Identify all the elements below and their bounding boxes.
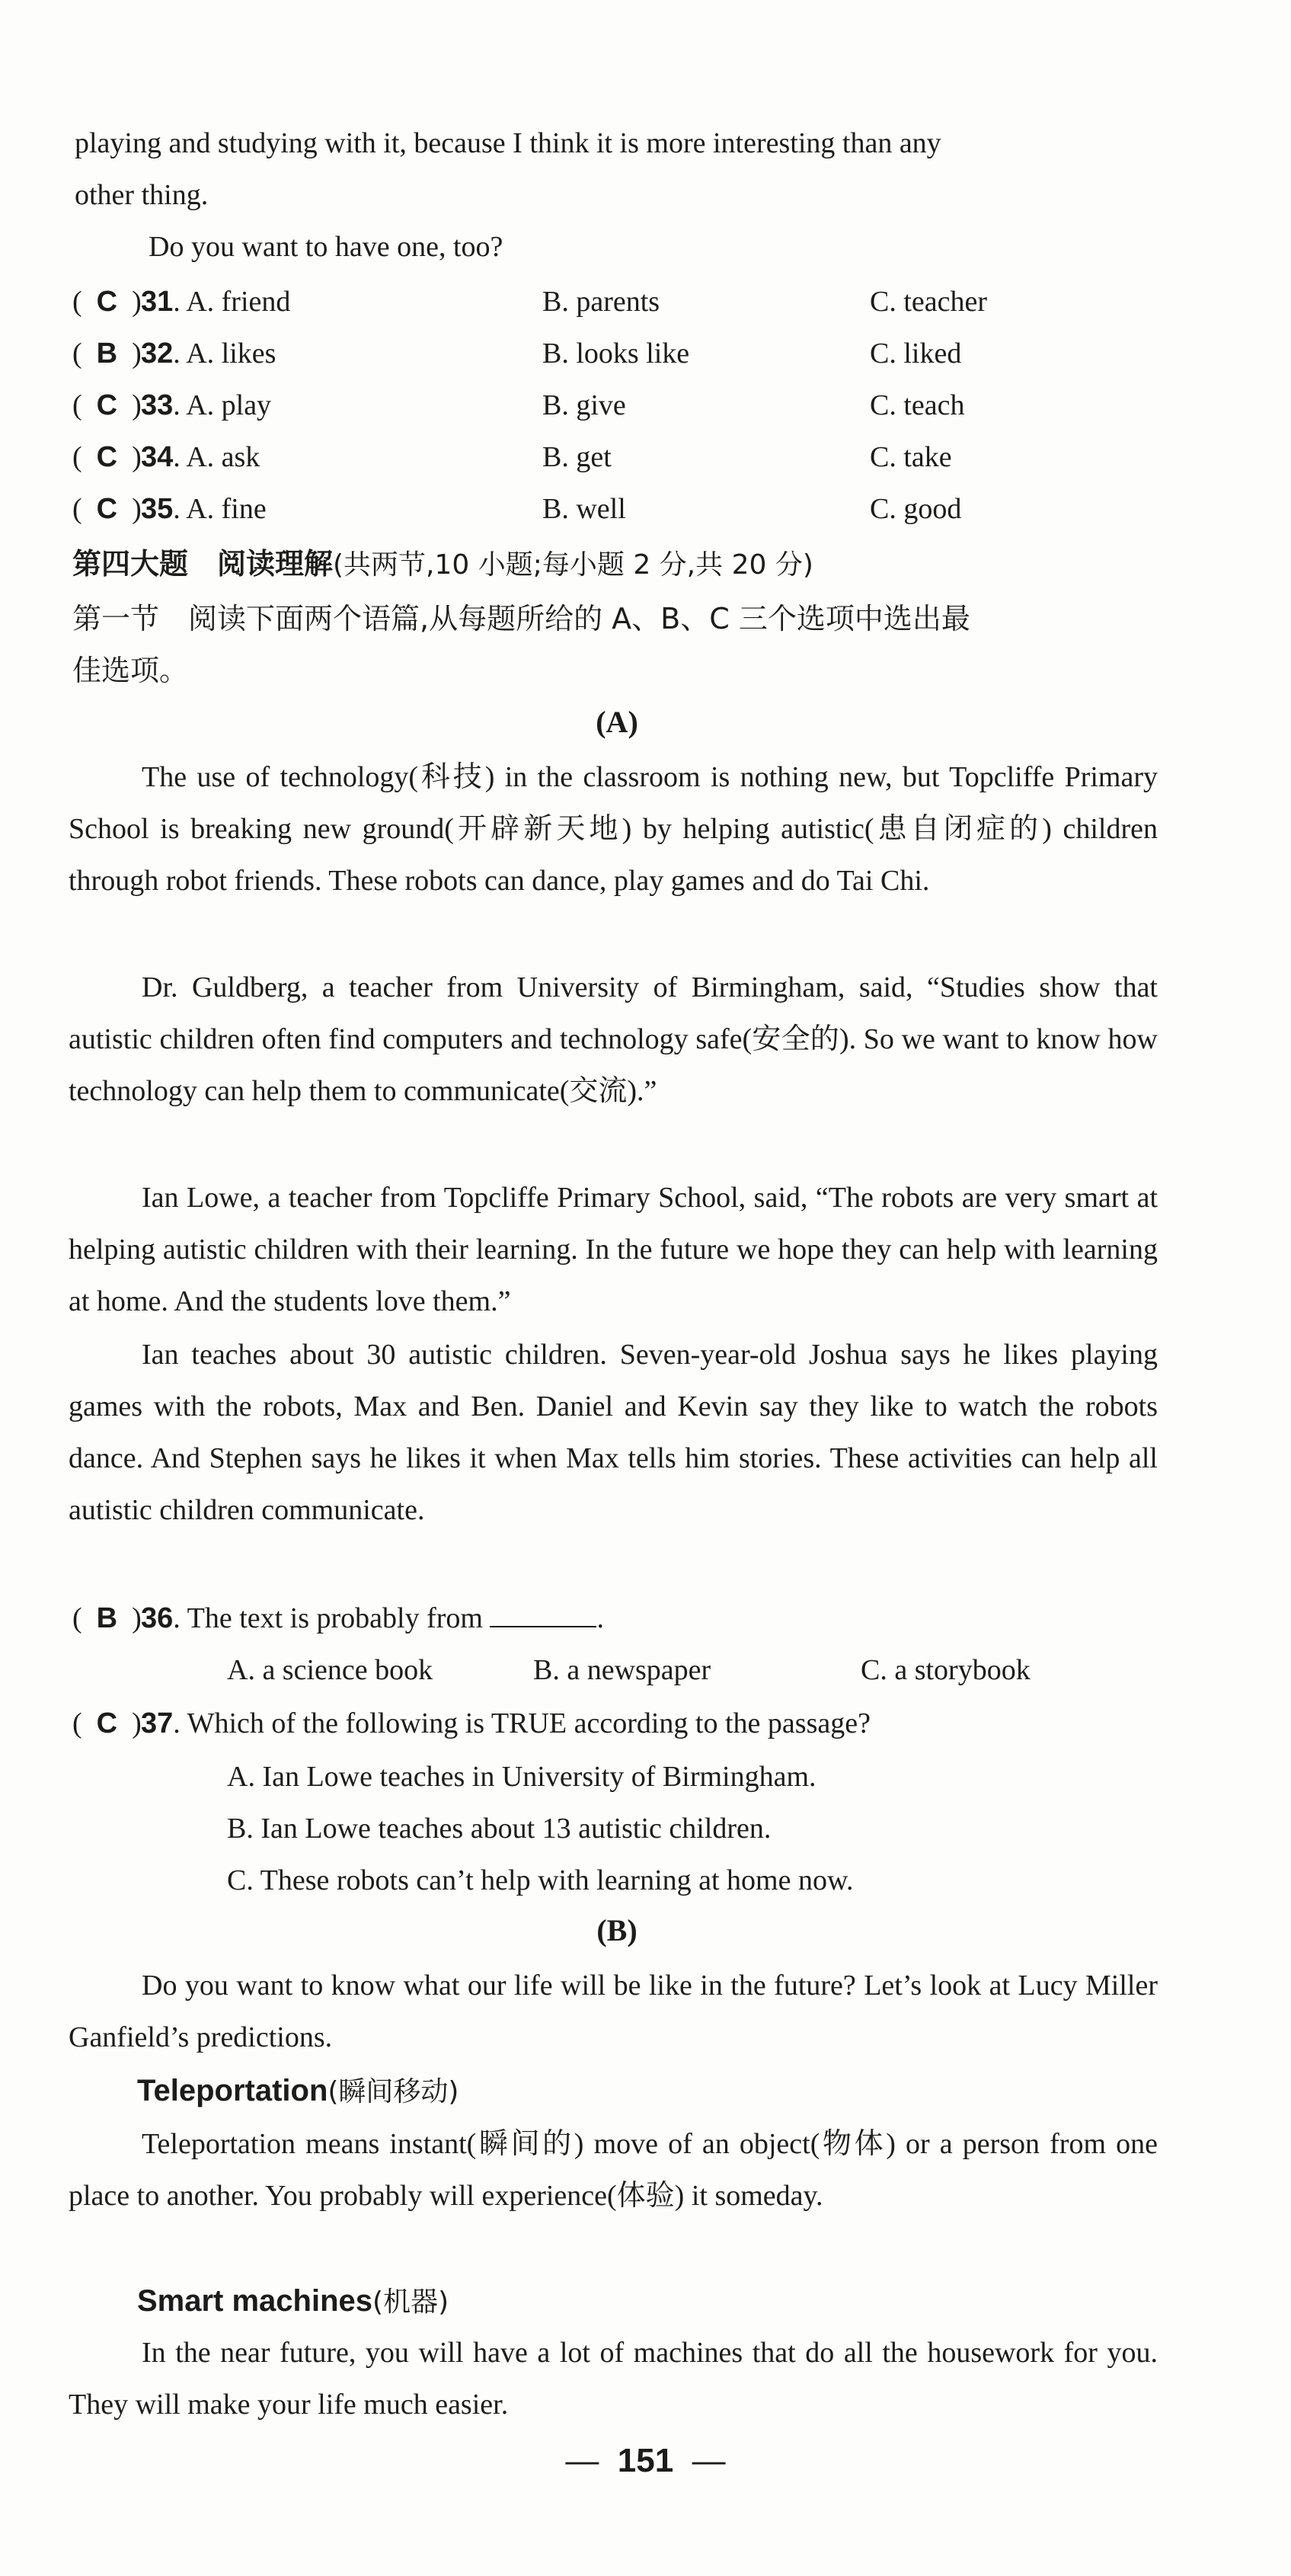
answer-blank <box>490 1603 596 1627</box>
heading-gloss: (瞬间移动) <box>328 2076 459 2107</box>
question-number: 32 <box>141 338 174 370</box>
question-32: ( B )32. A. likes <box>72 328 276 379</box>
answer-letter: C <box>96 441 118 473</box>
question-31: ( C )31. A. friend <box>72 276 290 328</box>
question-33: ( C )33. A. play <box>72 379 271 431</box>
question-34: ( C )34. A. ask <box>72 431 260 483</box>
answer-letter: C <box>96 389 118 421</box>
question-35: ( C )35. A. fine <box>72 483 267 535</box>
answer-bracket: ( C ) <box>72 493 142 525</box>
passage-b-intro: Do you want to know what our life will be like in the future? Let’s look at Lucy Miller Ganfield’s predictions. <box>69 1970 1158 2053</box>
answer-bracket: ( C ) <box>72 441 142 473</box>
heading-text: Teleportation <box>137 2074 328 2107</box>
section-title: 第四大题 阅读理解 <box>72 547 334 581</box>
answer-letter: B <box>96 1602 118 1634</box>
smart-machines-heading <box>137 2275 449 2328</box>
q36-option-c: C. a storybook <box>861 1654 1031 1686</box>
passage-a-paragraph-2: Dr. Guldberg, a teacher from University of Birmingham, said, “Studies show that autistic children often find computers and technology safe(安全的). So we want to know how technology can help them to communicate(交流).” <box>69 971 1158 1107</box>
option-b: B. get <box>542 441 612 473</box>
option-c: C. liked <box>870 338 962 370</box>
intro-line-3: Do you want to have one, too? <box>149 231 503 263</box>
answer-letter: C <box>96 493 118 525</box>
section-heading <box>72 538 813 591</box>
option-a: A. fine <box>186 493 267 525</box>
q36-option-a: A. a science book <box>227 1654 433 1686</box>
answer-letter: B <box>96 338 118 370</box>
answer-bracket: ( B ) <box>72 338 142 370</box>
passage-a-paragraph-1: The use of technology(科技) in the classroom is nothing new, but Topcliffe Primary School is breaking new ground(开辟新天地) by helping autistic(患自闭症的) children through robot friends. These robots can dance, play games and do Tai Chi. <box>69 761 1158 897</box>
heading-gloss: (机器) <box>372 2286 449 2318</box>
passage-a-paragraph-3: Ian Lowe, a teacher from Topcliffe Primary School, said, “The robots are very smart at helping autistic children with their learning. In the future we hope they can help with learning at home. And the students love them.” <box>69 1182 1158 1317</box>
option-c: C. good <box>870 493 962 525</box>
option-a: A. friend <box>186 286 291 318</box>
question-number: 37 <box>141 1707 174 1739</box>
question-number: 31 <box>141 286 174 318</box>
teleportation-paragraph: Teleportation means instant(瞬间的) move of an object(物体) or a person from one place to another. You probably will experience(体验) it someday. <box>69 2128 1158 2212</box>
page-dash-right: — <box>692 2442 726 2479</box>
option-b: B. parents <box>542 286 660 318</box>
part-instruction-line-1: 第一节 阅读下面两个语篇,从每题所给的 A、B、C 三个选项中选出最 <box>72 602 970 635</box>
page-dash-left: — <box>565 2442 599 2479</box>
intro-line-2: other thing. <box>75 179 209 211</box>
question-stem: Which of the following is TRUE according to the passage? <box>187 1707 871 1739</box>
q37-option-c: C. These robots can’t help with learning at home now. <box>227 1864 854 1896</box>
q36-option-b: B. a newspaper <box>533 1654 711 1686</box>
question-number: 35 <box>141 493 174 525</box>
option-c: C. teach <box>870 389 965 421</box>
answer-letter: C <box>96 1707 118 1739</box>
option-b: B. well <box>542 493 626 525</box>
heading-text: Smart machines <box>137 2284 373 2318</box>
q37-option-a: A. Ian Lowe teaches in University of Birmingham. <box>227 1761 816 1793</box>
page-number <box>0 2442 1291 2480</box>
question-number: 36 <box>141 1602 174 1634</box>
option-b: B. looks like <box>542 338 690 370</box>
passage-a-paragraph-4: Ian teaches about 30 autistic children. Seven-year-old Joshua says he likes playing games with the robots, Max and Ben. Daniel and Kevin say they like to watch the robots dance. And Stephen says he likes it when Max tells him stories. These activities can help all autistic children communicate. <box>69 1339 1158 1526</box>
option-a: A. likes <box>186 338 276 370</box>
smart-machines-paragraph: In the near future, you will have a lot of machines that do all the housework for you. They will make your life much easier. <box>69 2337 1158 2421</box>
question-number: 33 <box>141 389 174 421</box>
intro-line-1: playing and studying with it, because I think it is more interesting than any <box>75 127 941 159</box>
option-b: B. give <box>542 389 626 421</box>
option-a: A. play <box>186 389 272 421</box>
option-c: C. teacher <box>870 286 988 318</box>
answer-bracket: ( B ) <box>72 1602 142 1634</box>
question-number: 34 <box>141 441 174 473</box>
answer-bracket: ( C ) <box>72 286 142 318</box>
option-c: C. take <box>870 441 952 473</box>
page-number-value: 151 <box>617 2442 674 2479</box>
q37-option-b: B. Ian Lowe teaches about 13 autistic children. <box>227 1813 772 1845</box>
passage-a-label: (A) <box>596 705 638 739</box>
answer-bracket: ( C ) <box>72 389 142 421</box>
passage-b-label: (B) <box>596 1913 638 1947</box>
question-37: ( C )37. Which of the following is TRUE according to the passage? <box>72 1698 871 1749</box>
teleportation-heading <box>137 2065 459 2118</box>
question-36: ( B )36. The text is probably from . <box>72 1592 604 1644</box>
option-a: A. ask <box>186 441 260 473</box>
section-scoring: (共两节,10 小题;每小题 2 分,共 20 分) <box>333 549 813 581</box>
answer-bracket: ( C ) <box>72 1707 142 1739</box>
part-instruction-line-2: 佳选项。 <box>72 654 189 687</box>
question-stem: The text is probably from <box>187 1602 483 1634</box>
answer-letter: C <box>96 286 118 318</box>
